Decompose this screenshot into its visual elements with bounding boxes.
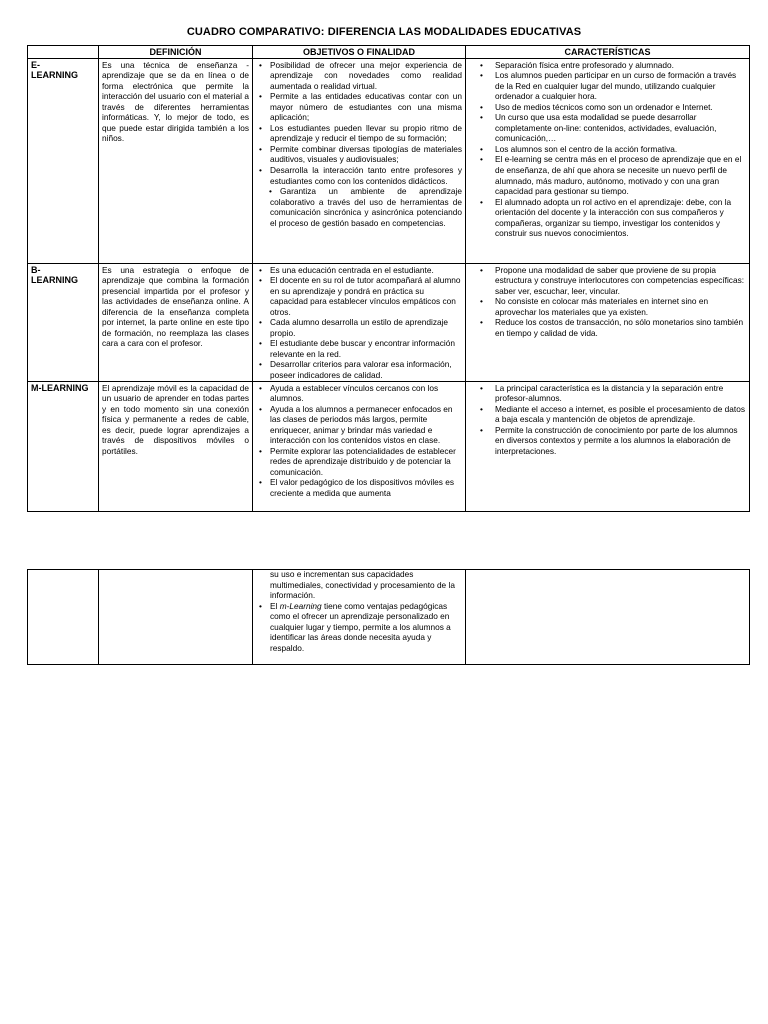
header-objetivos: OBJETIVOS O FINALIDAD <box>253 46 466 59</box>
list-item: • Separación física entre profesorado y alumnado. <box>495 60 746 71</box>
list-item: • Desarrollar criterios para valorar esa información, poseer indicadores de calidad. <box>270 359 462 380</box>
objectives-cell <box>253 58 466 263</box>
list-item: • Posibilidad de ofrecer una mejor experiencia de aprendizaje con novedades como realidad aumentada o realidad virtual. <box>270 60 462 92</box>
list-item: • Es una educación centrada en el estudiante. <box>270 265 462 276</box>
characteristics-cell <box>466 381 750 511</box>
list-item: • Los estudiantes pueden llevar su propio ritmo de aprendizaje y reducir el tiempo de su formación; <box>270 123 462 144</box>
list-item: • Permite a las entidades educativas contar con un mayor número de estudiantes con una misma aplicación; <box>270 91 462 123</box>
comparison-table <box>27 45 750 512</box>
list-item: • El valor pedagógico de los dispositivos móviles es creciente a medida que aumenta <box>270 477 462 498</box>
objectives-cell <box>253 263 466 381</box>
list-item: • El m-Learning tiene como ventajas pedagógicas como el ofrecer un aprendizaje personalizado en cualquier lugar y tiempo, permite a los alumnos a identificar las áreas donde necesita ayuda y respaldo. <box>270 601 462 654</box>
header-definicion: DEFINICIÓN <box>99 46 253 59</box>
empty-cell <box>28 570 99 665</box>
list-item: • Ayuda a establecer vínculos cercanos con los alumnos. <box>270 383 462 404</box>
definition-cell: Es una estrategia o enfoque de aprendizaje que combina la formación presencial impartida por el profesor y las actividades de enseñanza online. A diferencia de la enseñanza completa por internet, la parte online en este tipo de formación, no reemplaza las clases cara a cara con el profesor. <box>99 263 253 381</box>
list-item: • El docente en su rol de tutor acompañará al alumno en su aprendizaje y pondrá en práctica su capacidad para establecer vínculos empáticos con otros. <box>270 275 462 317</box>
list-item: • El estudiante debe buscar y encontrar información relevante en la red. <box>270 338 462 359</box>
header-caracteristicas: CARACTERÍSTICAS <box>466 46 750 59</box>
table-row <box>28 263 750 381</box>
table-row <box>28 570 750 665</box>
list-item: • El e-learning se centra más en el proceso de aprendizaje que en el de enseñanza, de ahí que ahora se necesite un nuevo perfil de alumnado, más maduro, autónomo, motivado y con una gran capacidad para gestionar su tiempo. <box>495 154 746 196</box>
characteristics-cell <box>466 263 750 381</box>
row-label-m-learning: M-LEARNING <box>28 381 99 511</box>
list-item: • Los alumnos pueden participar en un curso de formación a través de la Red en cualquier lugar del mundo, utilizando cualquier ordenador a cualquier hora. <box>495 70 746 102</box>
header-row <box>28 46 750 59</box>
row-label-b-learning: B- LEARNING <box>28 263 99 381</box>
list-item: • Desarrolla la interacción tanto entre profesores y estudiantes como con los contenidos didácticos. <box>270 165 462 186</box>
list-item: • Permite combinar diversas tipologías de materiales auditivos, visuales y audiovisuales; <box>270 144 462 165</box>
list-item: • Cada alumno desarrolla un estilo de aprendizaje propio. <box>270 317 462 338</box>
list-item: • Garantiza un ambiente de aprendizaje colaborativo a través del uso de herramientas de comunicación sincrónica y asincrónica potenciando el proceso de gestión basado en competencias. <box>270 186 462 228</box>
objectives-cell <box>253 570 466 665</box>
continued-text: su uso e incrementan sus capacidades multimediales, conectividad y procesamiento de la información. <box>270 569 455 601</box>
definition-cell: El aprendizaje móvil es la capacidad de un usuario de aprender en todas partes y en todo momento sin una conexión física y permanente a redes de cable, es decir, puede lograr aprendizajes a través de dispositivos móviles o portátiles. <box>99 381 253 511</box>
m-learning-term: m-Learning <box>279 600 322 611</box>
header-empty <box>28 46 99 59</box>
list-item: • No consiste en colocar más materiales en internet sino en aprovechar los materiales que ya existen. <box>495 296 746 317</box>
empty-cell <box>99 570 253 665</box>
list-item: • Ayuda a los alumnos a permanecer enfocados en las clases de periodos más largos, permite enriquecer, animar y brindar más variedad e interacción con los contenidos vistos en clase. <box>270 404 462 446</box>
list-item: • Los alumnos son el centro de la acción formativa. <box>495 144 746 155</box>
list-item: • Permite explorar las potencialidades de establecer redes de aprendizaje distribuido y de potenciar la comunicación. <box>270 446 462 478</box>
list-item: • Permite la construcción de conocimiento por parte de los alumnos en diversos contextos y permite a los alumnos la elaboración de interpretaciones. <box>495 425 746 457</box>
row-label-e-learning: E- LEARNING <box>28 58 99 263</box>
comparison-table-continuation <box>27 569 750 665</box>
objectives-cell <box>253 381 466 511</box>
table-row <box>28 381 750 511</box>
list-item: • El alumnado adopta un rol activo en el aprendizaje: debe, con la orientación del docente y la interacción con sus compañeros y compañeras, organizar su tiempo, investigar los contenidos y construir sus nuevos conocimientos. <box>495 197 746 239</box>
list-item: • Uso de medios técnicos como son un ordenador e Internet. <box>495 102 746 113</box>
list-item: • Reduce los costos de transacción, no sólo monetarios sino también en tiempo y calidad de vida. <box>495 317 746 338</box>
list-item: • Propone una modalidad de saber que proviene de su propia estructura y construye interlocutores con competencias específicas: saber ver, escuchar, leer, vincular. <box>495 265 746 297</box>
empty-cell <box>466 570 750 665</box>
list-item: • La principal característica es la distancia y la separación entre profesor-alumnos. <box>495 383 746 404</box>
characteristics-cell <box>466 58 750 263</box>
document-title: CUADRO COMPARATIVO: DIFERENCIA LAS MODALIDADES EDUCATIVAS <box>186 26 582 38</box>
list-item: • Un curso que usa esta modalidad se puede desarrollar completamente on-line: contenidos, actividades, evaluación, comunicación,… <box>495 112 746 144</box>
list-item: • Mediante el acceso a internet, es posible el procesamiento de datos a baja escala y mantención de objetos de aprendizaje. <box>495 404 746 425</box>
table-row <box>28 58 750 263</box>
definition-cell: Es una técnica de enseñanza - aprendizaje que se da en línea o de forma electrónica que permite la interacción del usuario con el material a través de diferentes herramientas informáticas. Y, lo mejor de todo, es que puede estar dirigida también a los niños. <box>99 58 253 263</box>
